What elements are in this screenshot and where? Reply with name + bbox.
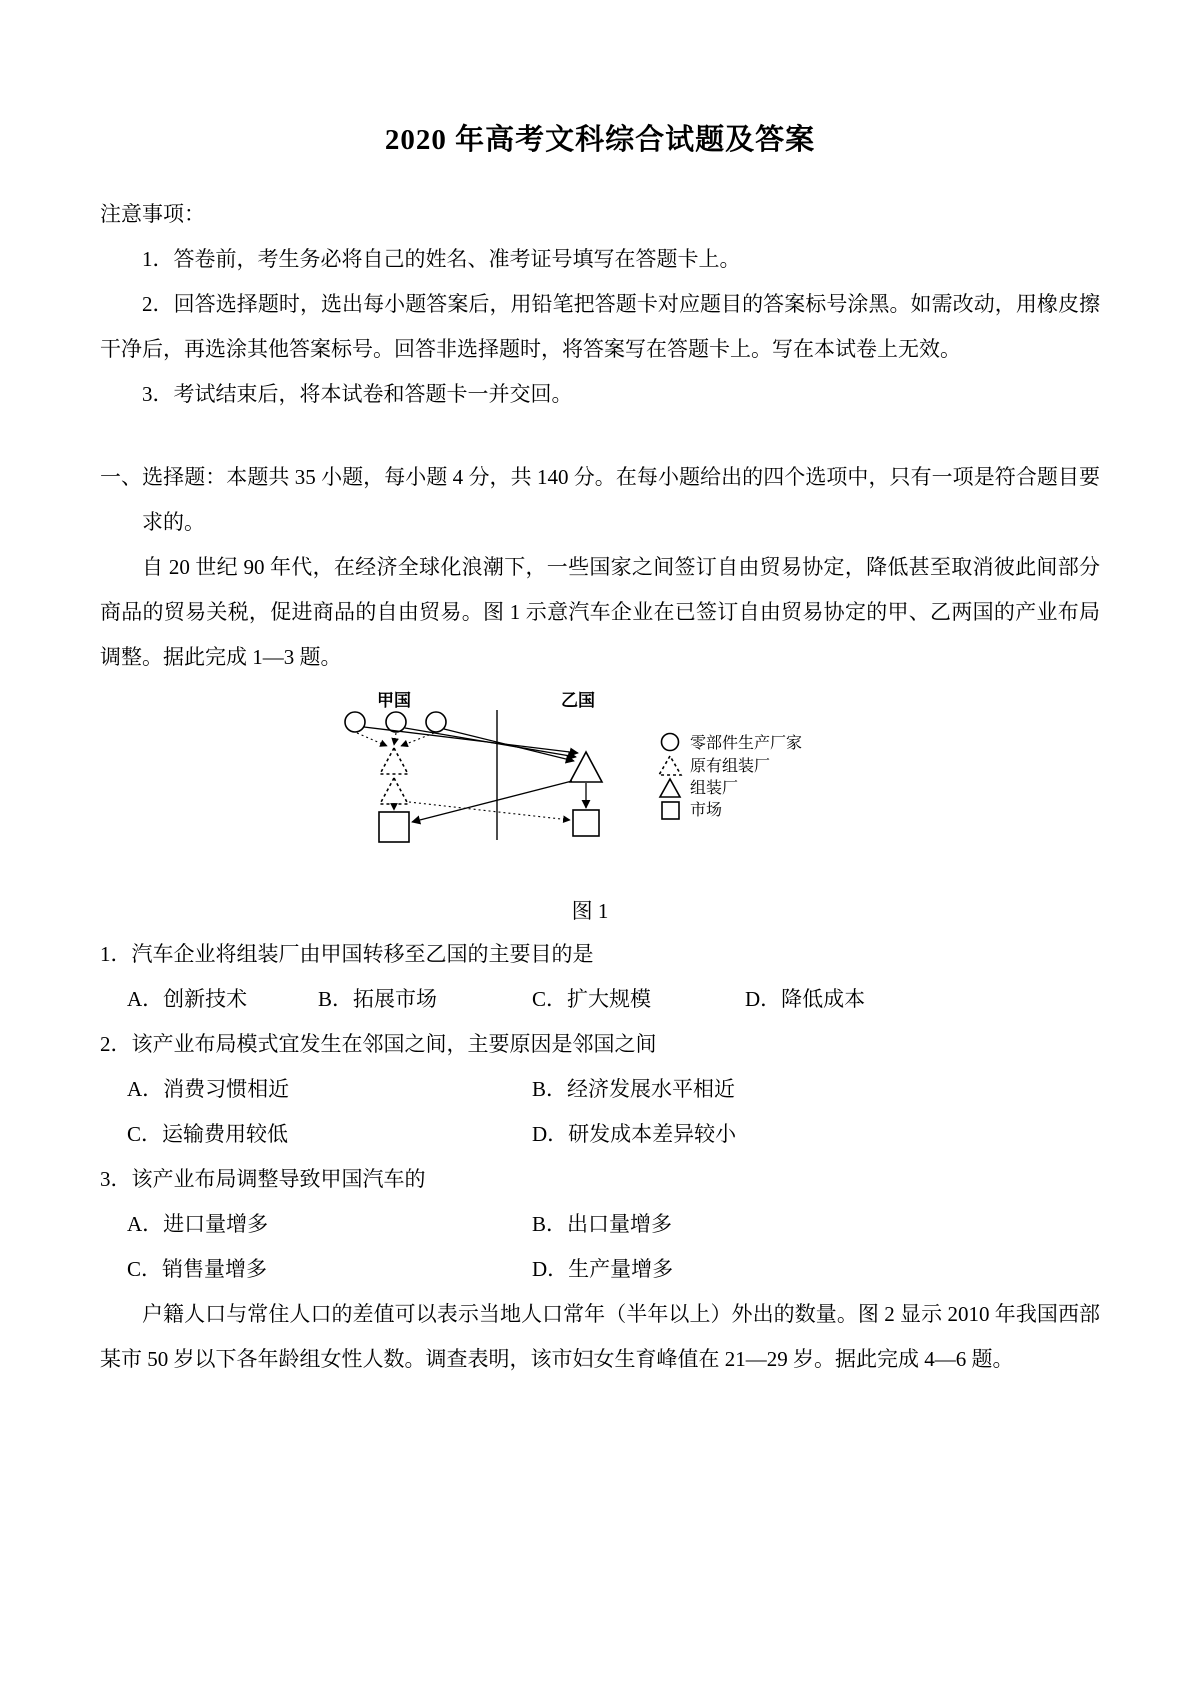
legend-assembly-icon [660,779,680,797]
notice-item-2: 2．回答选择题时，选出每小题答案后，用铅笔把答题卡对应题目的答案标号涂黑。如需改动，用橡皮擦干净后，再选涂其他答案标号。回答非选择题时，将答案写在答题卡上。写在本试卷上无效。 [100,292,1100,361]
parts-factory-icon [386,712,406,732]
question-3-stem: 3．该产业布局调整导致甲国汽车的 [100,1167,426,1191]
q2-option-c: C．运输费用较低 [127,1122,289,1146]
market-icon [379,812,409,842]
notice-header: 注意事项： [100,202,205,226]
q1-option-d: D．降低成本 [745,987,866,1011]
q3-option-b: B．出口量增多 [532,1212,673,1236]
question-1-options [100,977,1100,1022]
passage-1: 自 20 世纪 90 年代，在经济全球化浪潮下，一些国家之间签订自由贸易协定，降低甚至取消彼此间部分商品的贸易关税，促进商品的自由贸易。图 1 示意汽车企业在已签订自由贸易协定的甲、乙两国的产业布局调整。据此完成 1—3 题。 [100,555,1100,669]
question-2-options [100,1067,1100,1157]
q1-option-c: C．扩大规模 [532,987,652,1011]
passage-2: 户籍人口与常住人口的差值可以表示当地人口常年（半年以上）外出的数量。图 2 显示 2010 年我国西部某市 50 岁以下各年龄组女性人数。调查表明，该市妇女生育峰值在 21—29 岁。据此完成 4—6 题。 [100,1302,1100,1371]
figure-1-diagram [330,690,850,885]
question-3-options [100,1202,1100,1292]
new-flow-arrow [412,781,572,822]
country-label-right: 乙国 [561,691,595,710]
old-flow-arrow [394,733,396,745]
new-flow-arrow [444,729,574,761]
q1-option-b: B．拓展市场 [318,987,438,1011]
old-assembly-plant-icon [380,778,408,804]
notice-item-1: 1．答卷前，考生务必将自己的姓名、准考证号填写在答题卡上。 [142,247,741,271]
q2-option-a: A．消费习惯相近 [127,1077,290,1101]
q3-option-d: D．生产量增多 [532,1257,674,1281]
old-flow-arrow [357,733,387,746]
figure-1-caption: 图 1 [571,899,609,923]
legend-assembly-label: 组装厂 [690,780,739,797]
parts-factory-icon [345,712,365,732]
q2-option-b: B．经济发展水平相近 [532,1077,736,1101]
q1-option-a: A．创新技术 [127,987,248,1011]
legend-old-assembly-label: 原有组装厂 [690,758,771,775]
section-header: 一、选择题：本题共 35 小题，每小题 4 分，共 140 分。在每小题给出的四个选项中，只有一项是符合题目要求的。 [100,465,1100,534]
old-flow-arrow [409,802,570,820]
parts-factory-icon [426,712,446,732]
new-flow-arrow [364,727,578,753]
q2-option-d: D．研发成本差异较小 [532,1122,737,1146]
figure-1 [330,690,1100,890]
q3-option-a: A．进口量增多 [127,1212,269,1236]
legend-market-icon [662,802,679,819]
legend-old-assembly-icon [659,756,681,775]
market-icon [573,810,599,836]
legend-parts-icon [662,734,679,751]
legend-market-label: 市场 [690,802,723,819]
question-1-stem: 1．汽车企业将组装厂由甲国转移至乙国的主要目的是 [100,942,594,966]
old-assembly-plant-icon [380,748,408,774]
country-label-left: 甲国 [377,691,411,710]
new-flow-arrow [405,728,576,757]
q3-option-c: C．销售量增多 [127,1257,268,1281]
legend-parts-label: 零部件生产厂家 [690,735,803,752]
question-2-stem: 2．该产业布局模式宜发生在邻国之间，主要原因是邻国之间 [100,1032,657,1056]
page-title: 2020 年高考文科综合试题及答案 [384,124,816,156]
notice-item-3: 3．考试结束后，将本试卷和答题卡一并交回。 [142,382,573,406]
